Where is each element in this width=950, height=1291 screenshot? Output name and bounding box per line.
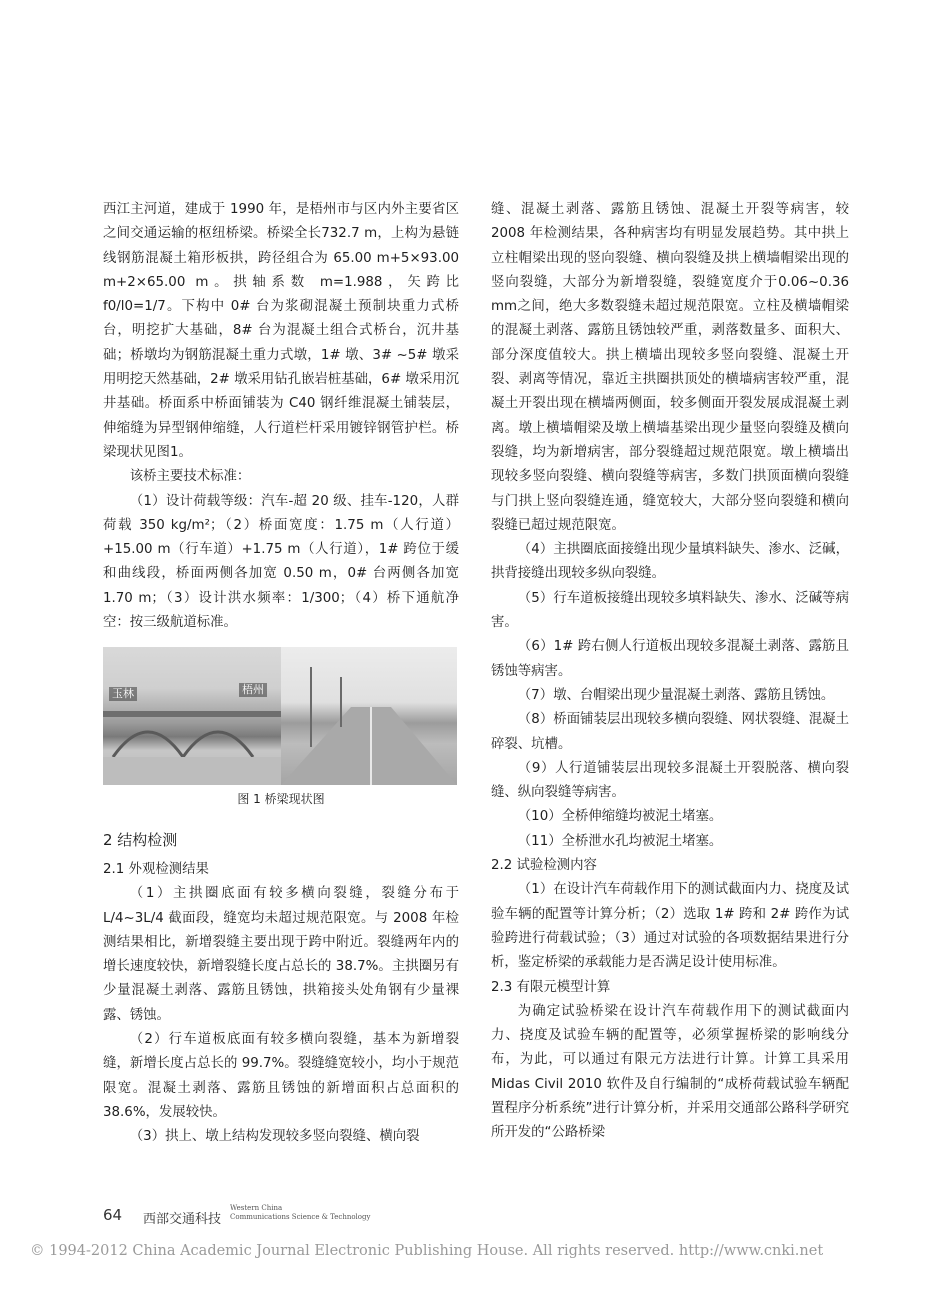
paragraph: （11）全桥泄水孔均被泥土堵塞。 (517, 833, 723, 849)
paragraph: 缝、混凝土剥落、露筋且锈蚀、混凝土开裂等病害，较 2008 年检测结果，各种病害均有明显发展趋势。其中拱上立柱帽梁出现的竖向裂缝、横向裂缝及拱上横墙帽梁出现的竖向裂缝，大部分为新增裂缝，裂缝宽度介于0.06~0.36 mm之间，绝大多数裂缝未超过规范限宽。立柱及横墙帽梁的混凝土剥落、露筋且锈蚀较严重，剥落数量多、面积大、部分深度值较大。拱上横墙出现较多竖向裂缝、混凝土开裂、剥离等情况，靠近主拱圈拱顶处的横墙病害较严重，混凝土开裂出现在横墙两侧面，较多侧面开裂发展成混凝土剥离。墩上横墙帽梁及墩上横墙基梁出现少量竖向裂缝及横向裂缝，均为新增病害，部分裂缝超过规范限宽。墩上横墙出现较多竖向裂缝、横向裂缝等病害，多数门拱顶面横向裂缝与门拱上竖向裂缝连通，缝宽较大，大部分竖向裂缝和横向裂缝已超过规范限宽。 (491, 202, 849, 533)
subsection-heading: 2.3 有限元模型计算 (491, 979, 611, 995)
section-heading: 2 结构检测 (103, 830, 178, 849)
subsection-heading: 2.2 试验检测内容 (491, 858, 597, 874)
right-column (491, 198, 849, 1146)
paragraph: 西江主河道，建成于 1990 年，是梧州市与区内外主要省区之间交通运输的枢纽桥梁。桥梁全长732.7 m，上构为悬链线钢筋混凝土箱形板拱，跨径组合为 65.00 m+5×93.00 m+2×65.00 m。拱轴系数 m=1.988，矢跨比 f0/l0=1/7。下构中 0# 台为浆砌混凝土预制块重力式桥台，明挖扩大基础，8# 台为混凝土组合式桥台，沉井基础；桥墩均为钢筋混凝土重力式墩，1# 墩、3# ~5# 墩采用明挖天然基础，2# 墩采用钻孔嵌岩桩基础，6# 墩采用沉井基础。桥面系中桥面铺装为 C40 钢纤维混凝土铺装层，伸缩缝为异型钢伸缩缝，人行道栏杆采用镀锌钢管护栏。桥梁现状见图1。 (103, 202, 459, 460)
paragraph: 该桥主要技术标准： (129, 469, 251, 485)
journal-title: 西部交通科技 (143, 1212, 222, 1227)
bridge-deck-drawing (281, 647, 457, 785)
subsection-heading: 2.1 外观检测结果 (103, 861, 209, 877)
paragraph: （7）墩、台帽梁出现少量混凝土剥落、露筋且锈蚀。 (517, 687, 835, 703)
bridge-photo-side-view (103, 647, 281, 785)
paragraph: （1）在设计汽车荷载作用下的测试截面内力、挠度及试验车辆的配置等计算分析；（2）选取 1# 跨和 2# 跨作为试验跨进行荷载试验；（3）通过对试验的各项数据结果进行分析，鉴定桥梁的承载能力是否满足设计使用标准。 (491, 882, 849, 971)
paragraph: （2）行车道板底面有较多横向裂缝，基本为新增裂缝，新增长度占总长的 99.7%。裂缝缝宽较小，均小于规范限宽。混凝土剥落、露筋且锈蚀的新增面积占总面积的 38.6%，发展较快。 (103, 1032, 459, 1120)
bridge-photo (103, 647, 457, 785)
direction-label-yulin: 玉林 (109, 687, 137, 701)
bridge-photo-deck-view (281, 647, 457, 785)
paragraph: （9）人行道铺装层出现较多混凝土开裂脱落、横向裂缝、纵向裂缝等病害。 (491, 760, 849, 801)
paragraph: （3）拱上、墩上结构发现较多竖向裂缝、横向裂 (129, 1129, 420, 1145)
paragraph: （10）全桥伸缩缝均被泥土堵塞。 (517, 809, 723, 825)
paragraph: （1）主拱圈底面有较多横向裂缝，裂缝分布于 L/4~3L/4 截面段，缝宽均未超过规范限宽。与 2008 年检测结果相比，新增裂缝主要出现于跨中附近。裂缝两年内的增长速度较快，新增裂缝长度占总长的 38.7%。主拱圈另有少量混凝土剥落、露筋且锈蚀，拱箱接头处角钢有少量裸露、锈蚀。 (103, 886, 459, 1023)
paragraph: （1）设计荷载等级：汽车-超 20 级、挂车-120，人群荷载 350 kg/m²；（2）桥面宽度：1.75 m（人行道）+15.00 m（行车道）+1.75 m（人行道），1# 跨位于缓和曲线段，桥面两侧各加宽 0.50 m，0# 台两侧各加宽 1.70 m；（3）设计洪水频率：1/300；（4）桥下通航净空：按三级航道标准。 (103, 493, 459, 631)
bridge-arch-drawing (103, 647, 281, 785)
paragraph: （6）1# 跨右侧人行道板出现较多混凝土剥落、露筋且锈蚀等病害。 (491, 639, 849, 679)
journal-title-english (230, 1204, 370, 1222)
paragraph: （8）桥面铺装层出现较多横向裂缝、网状裂缝、混凝土碎裂、坑槽。 (491, 712, 849, 752)
copyright-notice: © 1994-2012 China Academic Journal Electronic Publishing House. All rights reserved. http://www.cnki.net (30, 1243, 824, 1259)
paragraph: 为确定试验桥梁在设计汽车荷载作用下的测试截面内力、挠度及试验车辆的配置等，必须掌握桥梁的影响线分布，为此，可以通过有限元方法进行计算。计算工具采用 Midas Civil 2010 软件及自行编制的“成桥荷载试验车辆配置程序分析系统”进行计算分析，并采用交通部公路科学研究所开发的“公路桥梁 (491, 1003, 849, 1141)
journal-title-english-line2: Communications Science & Technology (230, 1213, 371, 1221)
direction-label-wuzhou: 梧州 (239, 683, 267, 697)
journal-title-english-line1: Western China (230, 1204, 283, 1212)
paragraph: （5）行车道板接缝出现较多填料缺失、渗水、泛碱等病害。 (491, 590, 849, 631)
page-number: 64 (103, 1206, 123, 1224)
left-column (103, 198, 459, 1150)
figure-caption: 图 1 桥梁现状图 (237, 792, 325, 807)
paragraph: （4）主拱圈底面接缝出现少量填料缺失、渗水、泛碱，拱背接缝出现较多纵向裂缝。 (491, 542, 849, 582)
